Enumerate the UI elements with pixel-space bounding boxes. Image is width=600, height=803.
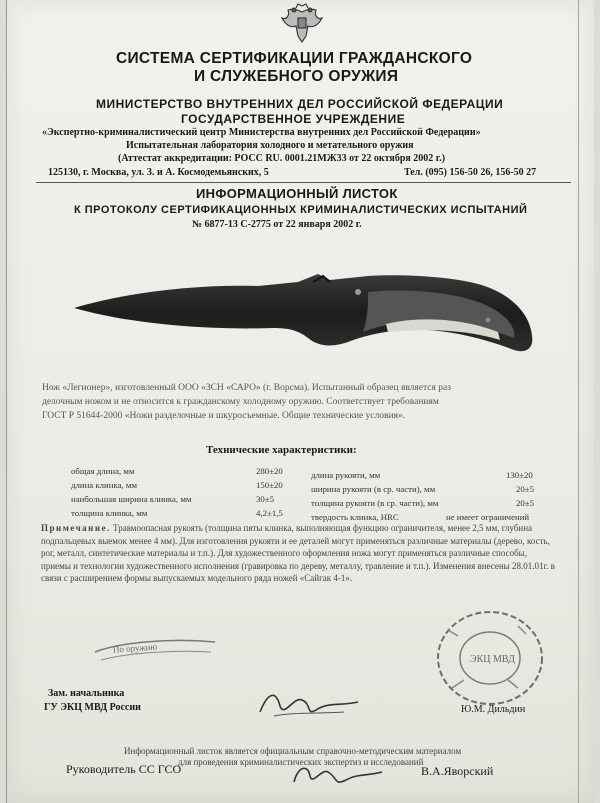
- protocol-number: № 6877-13 С-2775 от 22 января 2002 г.: [192, 219, 362, 230]
- round-seal: [418, 600, 558, 710]
- ministry-name: МИНИСТЕРСТВО ВНУТРЕННИХ ДЕЛ РОССИЙСКОЙ ФЕДЕРАЦИИ: [96, 97, 504, 111]
- spec-right-value-3: не имеет ограничений: [446, 512, 530, 522]
- spec-left-label-1: длина клинка, мм: [71, 480, 138, 490]
- header-divider: [36, 182, 571, 183]
- spec-left-value-0: 280±20: [256, 466, 283, 476]
- institution-name: ГОСУДАРСТВЕННОЕ УЧРЕЖДЕНИЕ: [181, 112, 406, 126]
- paper-edge-right: [578, 0, 579, 803]
- spec-left-value-1: 150±20: [256, 480, 283, 490]
- spec-left-label-3: толщина клинка, мм: [71, 508, 148, 518]
- deputy-title-line1: Зам. начальника: [48, 688, 125, 699]
- center-name: «Экспертно-криминалистический центр Министерства внутренних дел Российской Федерации»: [42, 127, 481, 138]
- deputy-title-line2: ГУ ЭКЦ МВД России: [44, 702, 141, 713]
- spec-right-value-0: 130±20: [506, 470, 533, 480]
- description-line3: ГОСТ Р 51644-2000 «Ножи разделочные и шкуросъемные. Общие технические условия».: [42, 411, 406, 421]
- spec-left-label-2: наибольшая ширина клинка, мм: [71, 494, 192, 504]
- head-signature: [288, 756, 388, 792]
- specs-heading: Технические характеристики:: [206, 444, 357, 456]
- accreditation: (Аттестат аккредитации: РОСС RU. 0001.21МЖ33 от 22 октября 2002 г.): [118, 153, 446, 164]
- note-label: Примечание.: [41, 523, 111, 533]
- system-title-line2: И СЛУЖЕБНОГО ОРУЖИЯ: [194, 68, 399, 85]
- description-line1: Нож «Легионер», изготовленный ООО «ЗСН «САРО» (г. Ворсма). Испытанный образец является раз: [42, 383, 451, 393]
- knife-photo: [68, 262, 538, 372]
- spec-right-label-2: толщина рукояти (в ср. части), мм: [311, 498, 439, 508]
- spec-left-label-0: общая длина, мм: [71, 466, 135, 476]
- deputy-signature: [254, 682, 364, 722]
- spec-right-label-1: ширина рукояти (в ср. части), мм: [311, 484, 436, 494]
- round-seal-text: ЭКЦ МВД: [470, 654, 515, 665]
- phone: Тел. (095) 156-50 26, 156-50 27: [404, 167, 537, 178]
- sheet-title: ИНФОРМАЦИОННЫЙ ЛИСТОК: [196, 186, 398, 201]
- spec-left-value-2: 30±5: [256, 494, 275, 504]
- system-title-line1: СИСТЕМА СЕРТИФИКАЦИИ ГРАЖДАНСКОГО: [116, 50, 473, 67]
- double-eagle-emblem-icon: [278, 2, 326, 46]
- paper-edge-left: [6, 0, 7, 803]
- small-stamp-text: По оружию: [112, 641, 158, 655]
- rectangular-stamp: [91, 630, 221, 670]
- spec-right-value-1: 20±5: [516, 484, 535, 494]
- description-line2: делочным ножом и не относится к гражданскому холодному оружию. Соответствует требованиям: [42, 397, 439, 407]
- note-paragraph: [41, 522, 556, 585]
- note-text: Травмоопасная рукоять (толщина пяты клинка, выполняющая функцию ограничителя, менее 2,5 мм, глубина подпальцевых выемок менее 4 мм). Для изготовления рукояти и ее деталей могут применяться различные материалы (дерево, кость, рог, металл, синтетические материалы и т.п.). Для художественного оформления ножа могут применяться различные способы, приемы и технологии художественного исполнения (гравировка по дереву, металлу, травление и т.п.). Изменения внесены 28.01.01г. в связи с расширением формы выпускаемых модельного ряда ножей «Сайгак 4-1».: [41, 523, 555, 583]
- deputy-name: Ю.М. Дильдин: [461, 704, 526, 715]
- spec-right-label-3: твердость клинка, HRC: [311, 512, 399, 522]
- footer-line1: Информационный листок является официальным справочно-методическим материалом: [124, 746, 462, 756]
- spec-left-value-3: 4,2±1,5: [256, 508, 283, 518]
- head-name: В.А.Яворский: [421, 764, 494, 778]
- head-title: Руководитель СС ГСО: [66, 762, 182, 776]
- sheet-subtitle: К ПРОТОКОЛУ СЕРТИФИКАЦИОННЫХ КРИМИНАЛИСТИЧЕСКИХ ИСПЫТАНИЙ: [74, 204, 528, 216]
- lab-name: Испытательная лаборатория холодного и метательного оружия: [126, 140, 414, 151]
- spec-right-value-2: 20±5: [516, 498, 535, 508]
- address: 125130, г. Москва, ул. З. и А. Космодемьянских, 5: [48, 167, 269, 178]
- spec-right-label-0: длина рукояти, мм: [311, 470, 381, 480]
- footer-line2: для проведения криминалистических экспертиз и исследований: [178, 757, 424, 767]
- certificate-document: [6, 0, 594, 803]
